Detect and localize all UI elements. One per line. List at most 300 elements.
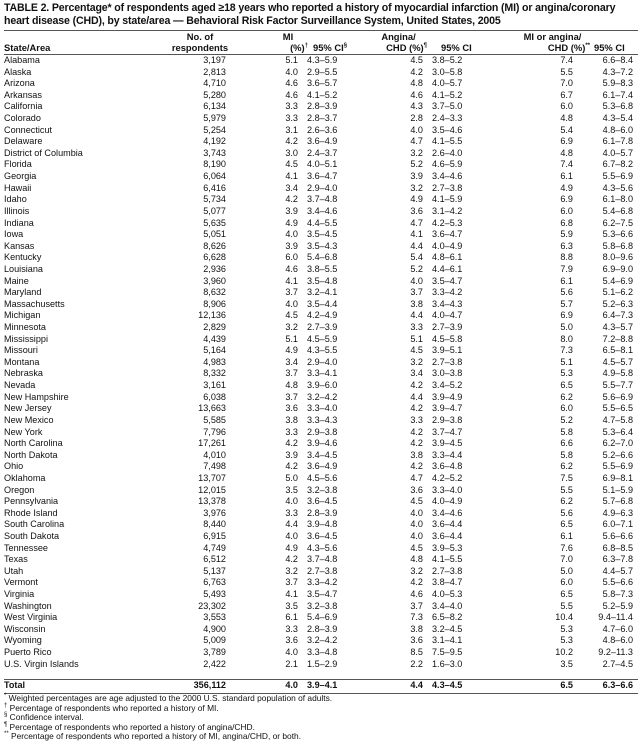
table-row (0, 276, 640, 288)
cell-mi-ci: 3.4–4.5 (307, 449, 338, 460)
cell-respondents: 6,763 (203, 577, 226, 588)
table-row (0, 543, 640, 555)
cell-respondents: 12,015 (198, 484, 226, 495)
cell-mi: 4.2 (285, 194, 298, 205)
cell-respondents: 5,635 (203, 217, 226, 228)
cell-state: Mississippi (4, 333, 48, 344)
cell-state: Delaware (4, 136, 43, 147)
cell-angina: 4.7 (410, 472, 423, 483)
cell-mi-ci: 1.5–2.9 (307, 658, 338, 669)
cell-state: Massachusetts (4, 298, 65, 309)
table-row (0, 635, 640, 647)
cell-angina-ci: 2.7–3.9 (432, 322, 463, 333)
cell-angina-ci: 1.6–3.0 (432, 658, 463, 669)
cell-mi-ci: 4.0–5.1 (307, 159, 338, 170)
cell-any: 6.6 (560, 438, 573, 449)
table-title: TABLE 2. Percentage* of respondents aged ≥18 years who reported a history of myocardial infarction (MI) or angina/coronary heart disease (CHD), by state/area — Behavioral Risk Factor Surveillance System, United States, 2005 (4, 2, 616, 27)
header-angina-pct: CHD (%) (386, 42, 424, 53)
cell-mi-ci: 3.2–3.8 (307, 484, 338, 495)
cell-respondents: 13,707 (198, 472, 226, 483)
header-any-line2 (515, 42, 590, 53)
cell-any: 5.3 (560, 368, 573, 379)
cell-angina: 4.1 (410, 229, 423, 240)
cell-state: Nevada (4, 380, 36, 391)
cell-mi-ci: 3.2–4.2 (307, 635, 338, 646)
cell-any: 6.1 (560, 171, 573, 182)
cell-respondents: 17,261 (198, 438, 226, 449)
cell-angina: 3.9 (410, 171, 423, 182)
cell-any: 5.2 (560, 414, 573, 425)
footnote-mark: ** (4, 731, 9, 738)
cell-respondents: 4,749 (203, 542, 226, 553)
cell-mi: 3.8 (285, 414, 298, 425)
cell-any-ci: 9.4–11.4 (598, 612, 633, 623)
table-row (0, 67, 640, 79)
cell-state: Maryland (4, 287, 42, 298)
cell-angina-ci: 2.7–3.8 (432, 356, 463, 367)
header-any-pct: CHD (%) (547, 42, 586, 53)
cell-respondents: 13,378 (198, 496, 226, 507)
cell-angina-ci: 3.3–4.2 (432, 287, 463, 298)
cell-any: 5.4 (560, 124, 573, 135)
cell-any-ci: 5.7–6.8 (602, 496, 633, 507)
cell-any-ci: 5.4–6.9 (602, 275, 633, 286)
cell-mi-ci: 3.9–4.1 (307, 680, 338, 690)
cell-angina-ci: 3.6–4.8 (432, 461, 463, 472)
cell-mi: 3.7 (285, 391, 298, 402)
cell-state: Missouri (4, 345, 38, 356)
cell-angina-ci: 2.4–3.3 (432, 113, 463, 124)
cell-mi: 4.6 (285, 263, 298, 274)
cell-any-ci: 5.3–6.6 (602, 229, 633, 240)
table-row (0, 55, 640, 67)
cell-state: South Carolina (4, 519, 65, 530)
cell-any: 5.8 (560, 426, 573, 437)
cell-angina-ci: 3.0–3.8 (432, 368, 463, 379)
cell-angina: 3.6 (410, 205, 423, 216)
cell-state: Indiana (4, 217, 34, 228)
cell-angina-ci: 3.1–4.2 (432, 205, 463, 216)
table-row (0, 496, 640, 508)
cell-angina: 4.2 (410, 461, 423, 472)
cell-respondents: 5,585 (203, 414, 226, 425)
cell-angina: 4.8 (410, 78, 423, 89)
cell-any-ci: 5.5–6.9 (602, 171, 633, 182)
cell-any-ci: 5.1–5.9 (602, 484, 633, 495)
cell-angina-ci: 2.7–3.8 (432, 565, 463, 576)
cell-state: Vermont (4, 577, 38, 588)
cell-mi: 3.3 (285, 113, 298, 124)
cell-respondents: 5,979 (203, 113, 226, 124)
cell-mi-ci: 3.9–4.8 (307, 519, 338, 530)
cell-any-ci: 6.1–7.8 (602, 136, 633, 147)
cell-mi-ci: 5.4–6.8 (307, 252, 338, 263)
cell-any-ci: 5.2–5.9 (602, 600, 633, 611)
cell-state: Michigan (4, 310, 41, 321)
cell-angina: 3.3 (410, 414, 423, 425)
cell-mi-ci: 2.7–3.8 (307, 565, 338, 576)
cell-any-ci: 5.6–6.6 (602, 530, 633, 541)
cell-mi: 6.1 (285, 612, 298, 623)
cell-angina-ci: 4.0–4.9 (432, 240, 463, 251)
cell-state: Alaska (4, 66, 32, 77)
cell-state: Kentucky (4, 252, 42, 263)
cell-angina-ci: 3.1–4.1 (432, 635, 463, 646)
cell-any-ci: 4.3–5.4 (602, 113, 633, 124)
cell-angina: 4.0 (410, 507, 423, 518)
header-any-line1: MI or angina/ (523, 31, 582, 42)
cell-respondents: 6,038 (203, 391, 226, 402)
cell-mi: 4.5 (285, 310, 298, 321)
table-row (0, 450, 640, 462)
cell-mi: 3.2 (285, 565, 298, 576)
footnote (4, 732, 634, 742)
cell-mi-ci: 3.8–5.5 (307, 263, 338, 274)
cell-mi-ci: 3.3–4.3 (307, 414, 338, 425)
cell-state: West Virginia (4, 612, 58, 623)
cell-mi-ci: 4.2–4.9 (307, 310, 338, 321)
cell-respondents: 356,112 (193, 680, 226, 690)
cell-mi: 4.0 (285, 647, 298, 658)
table-row (0, 159, 640, 171)
cell-mi-ci: 4.4–5.5 (307, 217, 338, 228)
footnote-mark-pilcrow: ¶ (423, 42, 427, 49)
table-row (0, 438, 640, 450)
cell-state: North Dakota (4, 449, 58, 460)
cell-angina-ci: 4.1–5.2 (432, 89, 463, 100)
cell-mi-ci: 3.2–3.8 (307, 600, 338, 611)
footnote-text: Percentage of respondents who reported a history of MI, angina/CHD, or both. (8, 731, 302, 741)
cell-any-ci: 4.4–5.7 (602, 565, 633, 576)
cell-any-ci: 6.9–9.0 (602, 263, 633, 274)
cell-any-ci: 4.8–6.0 (602, 124, 633, 135)
cell-respondents: 5,493 (203, 589, 226, 600)
table-row (0, 531, 640, 543)
cell-respondents: 8,332 (203, 368, 226, 379)
cell-respondents: 6,915 (203, 530, 226, 541)
cell-any-ci: 6.2–7.0 (602, 438, 633, 449)
table-row (0, 403, 640, 415)
table-row (0, 357, 640, 369)
cell-respondents: 5,137 (203, 565, 226, 576)
cell-mi: 4.2 (285, 136, 298, 147)
cell-angina: 3.2 (410, 565, 423, 576)
cell-angina-ci: 6.5–8.2 (432, 612, 463, 623)
cell-angina-ci: 4.1–5.5 (432, 136, 463, 147)
footnotes (4, 694, 634, 742)
cell-angina-ci: 3.9–4.5 (432, 438, 463, 449)
cell-any: 6.9 (560, 194, 573, 205)
cell-mi: 3.7 (285, 368, 298, 379)
cell-angina: 4.7 (410, 217, 423, 228)
cell-state: Washington (4, 600, 52, 611)
cell-angina: 2.2 (410, 658, 423, 669)
table-row (0, 264, 640, 276)
cell-angina-ci: 3.8–5.2 (432, 55, 463, 65)
table-row (0, 554, 640, 566)
header-mi-line1: MI (282, 31, 294, 42)
cell-any-ci: 6.6–8.4 (602, 55, 633, 65)
cell-angina: 3.8 (410, 623, 423, 634)
cell-state: U.S. Virgin Islands (4, 658, 79, 669)
cell-mi: 4.0 (285, 680, 298, 690)
cell-mi: 5.1 (285, 333, 298, 344)
cell-any: 7.4 (560, 159, 573, 170)
cell-any-ci: 5.5–6.9 (602, 461, 633, 472)
cell-any: 7.4 (560, 55, 573, 65)
cell-angina-ci: 4.5–5.8 (432, 333, 463, 344)
cell-any: 6.8 (560, 217, 573, 228)
cell-angina: 4.6 (410, 589, 423, 600)
cell-angina-ci: 3.3–4.0 (432, 484, 463, 495)
cell-any: 5.6 (560, 507, 573, 518)
cell-state: Wyoming (4, 635, 42, 646)
cell-any-ci: 6.0–7.1 (602, 519, 633, 530)
cell-any: 4.8 (560, 113, 573, 124)
cell-respondents: 3,743 (203, 147, 226, 158)
cell-angina-ci: 3.2–4.5 (432, 623, 463, 634)
cell-state: Idaho (4, 194, 27, 205)
table-row (0, 392, 640, 404)
cell-any-ci: 5.3–6.8 (602, 101, 633, 112)
cell-angina: 4.2 (410, 577, 423, 588)
cell-state: Illinois (4, 205, 30, 216)
cell-mi: 4.0 (285, 530, 298, 541)
cell-mi: 2.1 (285, 658, 298, 669)
table-row (0, 241, 640, 253)
cell-respondents: 4,439 (203, 333, 226, 344)
cell-mi: 4.5 (285, 159, 298, 170)
cell-angina: 3.8 (410, 449, 423, 460)
cell-any-ci: 6.3–7.8 (602, 554, 633, 565)
cell-any-ci: 6.3–6.6 (602, 680, 633, 690)
cell-angina: 4.5 (410, 55, 423, 65)
cell-any-ci: 4.7–5.8 (602, 414, 633, 425)
cell-mi: 3.3 (285, 101, 298, 112)
cell-angina: 3.2 (410, 147, 423, 158)
cell-mi: 5.0 (285, 472, 298, 483)
cell-angina-ci: 4.8–6.1 (432, 252, 463, 263)
cell-state: Connecticut (4, 124, 53, 135)
cell-angina-ci: 3.7–5.0 (432, 101, 463, 112)
cell-angina-ci: 2.6–4.0 (432, 147, 463, 158)
cell-respondents: 12,136 (198, 310, 226, 321)
table-row (0, 485, 640, 497)
cell-respondents: 13,663 (198, 403, 226, 414)
cell-angina: 5.1 (410, 333, 423, 344)
cell-state: Florida (4, 159, 32, 170)
cell-mi: 3.9 (285, 205, 298, 216)
footnote-mark: † (4, 702, 8, 709)
cell-mi: 4.0 (285, 298, 298, 309)
cell-angina: 4.6 (410, 89, 423, 100)
cell-mi: 3.3 (285, 623, 298, 634)
cell-mi: 3.9 (285, 449, 298, 460)
cell-any: 5.5 (560, 484, 573, 495)
cell-state: Georgia (4, 171, 37, 182)
cell-mi: 4.0 (285, 66, 298, 77)
cell-mi-ci: 3.6–5.7 (307, 78, 338, 89)
cell-mi: 3.6 (285, 403, 298, 414)
cell-any-ci: 4.0–5.7 (602, 147, 633, 158)
cell-mi: 4.8 (285, 380, 298, 391)
cell-any-ci: 5.2–6.3 (602, 298, 633, 309)
cell-any: 6.5 (560, 380, 573, 391)
cell-angina: 4.5 (410, 542, 423, 553)
cell-state: Louisiana (4, 263, 43, 274)
cell-any-ci: 5.5–6.6 (602, 577, 633, 588)
cell-any-ci: 4.8–6.0 (602, 635, 633, 646)
cell-angina-ci: 3.0–5.8 (432, 66, 463, 77)
header-respondents (150, 31, 250, 53)
cell-any: 5.5 (560, 66, 573, 77)
cell-mi-ci: 3.6–4.9 (307, 461, 338, 472)
cell-angina: 4.0 (410, 519, 423, 530)
table-row (0, 194, 640, 206)
cell-any: 6.2 (560, 461, 573, 472)
cell-mi: 4.6 (285, 78, 298, 89)
cell-angina-ci: 4.1–5.5 (432, 554, 463, 565)
footnote-mark-double-asterisk: ** (585, 42, 590, 49)
cell-mi-ci: 3.7–4.8 (307, 554, 338, 565)
cell-state: New York (4, 426, 43, 437)
cell-mi: 3.7 (285, 577, 298, 588)
total-row (0, 680, 640, 692)
table-row (0, 589, 640, 601)
table-row (0, 508, 640, 520)
table-row (0, 90, 640, 102)
cell-respondents: 4,983 (203, 356, 226, 367)
cell-angina-ci: 3.9–4.9 (432, 391, 463, 402)
table-row (0, 577, 640, 589)
cell-angina-ci: 3.5–4.6 (432, 124, 463, 135)
cell-mi-ci: 3.6–4.9 (307, 136, 338, 147)
cell-mi: 3.1 (285, 124, 298, 135)
cell-angina: 2.8 (410, 113, 423, 124)
header-respondents-line1: No. of (186, 31, 214, 42)
cell-any-ci: 2.7–4.5 (602, 658, 633, 669)
cell-any: 3.5 (560, 658, 573, 669)
cell-angina: 3.7 (410, 600, 423, 611)
cell-respondents: 5,077 (203, 205, 226, 216)
header-angina-ci: 95% CI (441, 42, 472, 53)
cell-any: 8.8 (560, 252, 573, 263)
cell-any-ci: 6.8–8.5 (602, 542, 633, 553)
cell-mi: 4.9 (285, 542, 298, 553)
cell-any: 5.5 (560, 600, 573, 611)
table-row (0, 473, 640, 485)
cell-state: South Dakota (4, 530, 60, 541)
cell-angina-ci: 4.6–5.9 (432, 159, 463, 170)
table-row (0, 566, 640, 578)
cell-angina: 4.5 (410, 345, 423, 356)
cell-state: Hawaii (4, 182, 32, 193)
cell-angina: 4.4 (410, 680, 423, 690)
cell-any: 6.5 (560, 589, 573, 600)
cell-angina: 4.2 (410, 66, 423, 77)
cell-mi: 3.2 (285, 322, 298, 333)
cell-respondents: 3,960 (203, 275, 226, 286)
cell-any-ci: 4.5–5.7 (602, 356, 633, 367)
cell-any: 6.9 (560, 310, 573, 321)
cell-respondents: 5,164 (203, 345, 226, 356)
table-body (0, 55, 640, 670)
cell-any-ci: 6.4–7.3 (602, 310, 633, 321)
footnote-mark: * (4, 693, 7, 700)
cell-mi-ci: 3.5–4.3 (307, 240, 338, 251)
cell-mi: 4.9 (285, 345, 298, 356)
cell-mi: 3.6 (285, 635, 298, 646)
cell-angina: 3.7 (410, 287, 423, 298)
cell-angina-ci: 3.5–4.7 (432, 275, 463, 286)
header-angina (370, 31, 427, 53)
cell-angina-ci: 3.9–5.3 (432, 542, 463, 553)
cell-any: 6.1 (560, 530, 573, 541)
cell-state: California (4, 101, 43, 112)
cell-state: Arkansas (4, 89, 42, 100)
cell-any: 6.5 (560, 519, 573, 530)
cell-any: 6.7 (560, 89, 573, 100)
cell-any: 5.1 (560, 356, 573, 367)
cell-mi: 3.9 (285, 240, 298, 251)
cell-mi: 4.1 (285, 275, 298, 286)
cell-state: Tennessee (4, 542, 48, 553)
table-row (0, 415, 640, 427)
cell-any-ci: 5.8–6.8 (602, 240, 633, 251)
cell-respondents: 4,192 (203, 136, 226, 147)
cell-mi-ci: 2.9–4.0 (307, 356, 338, 367)
table-row (0, 229, 640, 241)
cell-angina-ci: 3.4–4.3 (432, 298, 463, 309)
header-mi (268, 31, 308, 53)
cell-any-ci: 4.3–5.7 (602, 322, 633, 333)
cell-mi: 4.2 (285, 438, 298, 449)
cell-state: Alabama (4, 55, 40, 65)
footnote-text: Weighted percentages are age adjusted to the 2000 U.S. standard population of adults. (6, 693, 333, 703)
cell-any-ci: 5.3–6.4 (602, 426, 633, 437)
cell-mi-ci: 2.8–3.7 (307, 113, 338, 124)
cell-angina: 4.0 (410, 124, 423, 135)
cell-mi-ci: 2.8–3.9 (307, 507, 338, 518)
cell-angina: 5.2 (410, 159, 423, 170)
table-row (0, 171, 640, 183)
cell-mi-ci: 3.5–4.8 (307, 275, 338, 286)
cell-respondents: 5,280 (203, 89, 226, 100)
cell-angina: 4.0 (410, 530, 423, 541)
cell-state: Iowa (4, 229, 24, 240)
cell-respondents: 7,498 (203, 461, 226, 472)
cell-respondents: 4,710 (203, 78, 226, 89)
cell-any: 6.1 (560, 275, 573, 286)
cell-mi-ci: 2.9–3.8 (307, 426, 338, 437)
cell-angina-ci: 4.0–5.7 (432, 78, 463, 89)
cell-angina: 4.2 (410, 380, 423, 391)
cell-mi-ci: 3.6–4.5 (307, 530, 338, 541)
cell-mi-ci: 5.4–6.9 (307, 612, 338, 623)
cell-angina-ci: 3.8–4.7 (432, 577, 463, 588)
cell-respondents: 6,628 (203, 252, 226, 263)
table-row (0, 427, 640, 439)
cell-any-ci: 5.8–7.3 (602, 589, 633, 600)
cell-respondents: 2,829 (203, 322, 226, 333)
cell-angina: 4.9 (410, 194, 423, 205)
cell-any: 5.9 (560, 229, 573, 240)
cell-angina-ci: 4.2–5.3 (432, 217, 463, 228)
cell-mi-ci: 4.5–5.6 (307, 472, 338, 483)
cell-angina-ci: 3.9–5.1 (432, 345, 463, 356)
cell-mi: 4.1 (285, 171, 298, 182)
cell-state: Texas (4, 554, 28, 565)
